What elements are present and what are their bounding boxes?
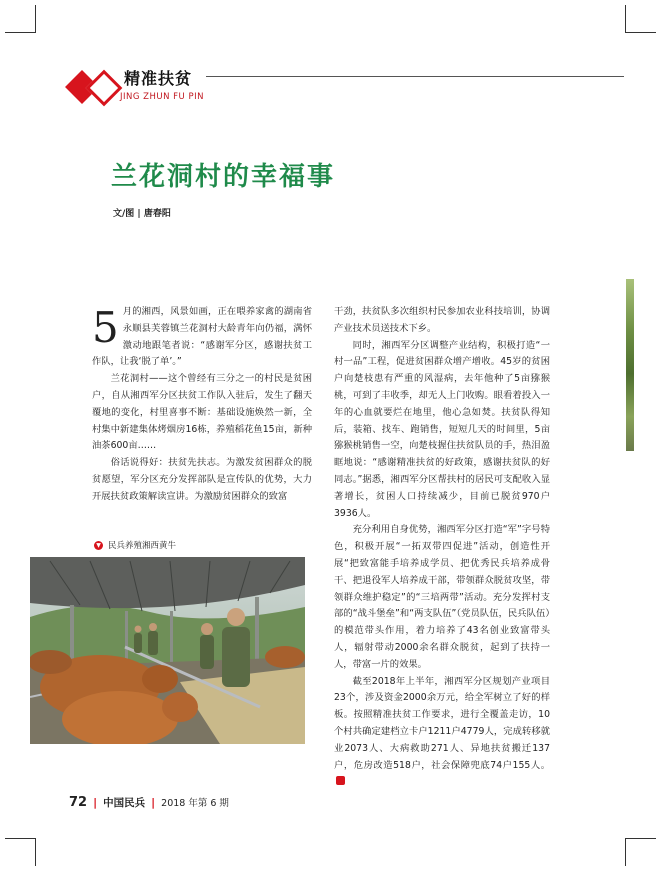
paragraph: 干劲，扶贫队多次组织村民参加农业科技培训，协调产业技术员送技术下乡。 — [334, 306, 550, 334]
cattle-barn-photo — [30, 557, 305, 744]
paragraph: 充分利用自身优势，湘西军分区打造“军”字号特色，积极开展“一拓双带四促进”活动，创造性开展“把致富能手培养成学员、把优秀民兵培养成骨干、把退役军人培养成干部，带领群众脱贫攻坚，带领群众维护稳定”的“三培两带”活动。充分发挥村支部的“战斗堡垒”和“两支队伍”（党员队伍，民兵队伍）的模范带头作用，着力培养了43名创业致富带头人，辐射带动2000余名群众脱贫，起到了扶持一人，带富一片的效果。 — [334, 524, 550, 670]
end-mark-icon — [336, 776, 345, 785]
footer-separator: | — [93, 796, 98, 809]
caption-text: 民兵养殖湘西黄牛 — [108, 541, 177, 551]
paragraph — [92, 304, 312, 371]
crop-mark-top-right-v — [625, 5, 626, 33]
paragraph: 同时，湘西军分区调整产业结构，积极打造“一村一品”工程，促进贫困群众增产增收。45岁的贫困户向楚枝患有严重的风湿病，去年他种了5亩猕猴桃，可到了丰收季，却无人上门收购。眼看着投入一年的心血就要烂在地里，他心急如焚。扶贫队得知后，装箱、找车、跑销售，短短几天的时间里，5亩猕猴桃销售一空，向楚枝握住扶贫队员的手，热泪盈眶地说：“感谢精准扶贫的好政策，感谢扶贫队的好同志。”据悉，湘西军分区帮扶村的居民可支配收入显著增长，贫困人口持续减少，目前已脱贫970户3936人。 — [334, 339, 550, 519]
crop-mark-bottom-right-h — [626, 838, 656, 839]
paragraph: 俗话说得好：扶贫先扶志。为激发贫困群众的脱贫愿望，军分区充分发挥部队是宣传队的优势，大力开展扶贫政策解读宣讲。为激励贫困群众的致富 — [92, 457, 312, 502]
article-byline: 文/图 | 唐春阳 — [113, 209, 171, 219]
page-footer — [69, 795, 229, 810]
header-rule — [206, 76, 624, 77]
paragraph-text: 月的湘西，风景如画，正在喂养家禽的湖南省永顺县芙蓉镇兰花洞村大龄青年向仍福，满怀激动地跟笔者说：“感谢军分区，感谢扶贫工作队，让我‘脱了单’。” — [92, 306, 312, 368]
photo-caption — [94, 539, 176, 551]
paragraph: 兰花洞村——这个曾经有三分之一的村民是贫困户，自从湘西军分区扶贫工作队入驻后，发生了翻天覆地的变化，村里喜事不断：基础设施焕然一新，全村集中新建集体烤烟房16栋，养殖稻花鱼15亩，新种油茶600亩…… — [92, 373, 312, 452]
crop-mark-top-left-v — [35, 5, 36, 33]
side-photo-strip — [626, 279, 634, 451]
crop-mark-top-left-h — [5, 32, 35, 33]
issue-number: 2018 年第 6 期 — [161, 798, 229, 809]
crop-mark-bottom-left-h — [5, 838, 35, 839]
magazine-name: 中国民兵 — [103, 797, 146, 809]
crop-mark-bottom-right-v — [625, 838, 626, 866]
article-column-1 — [92, 304, 312, 506]
drop-cap: 5 — [92, 303, 119, 352]
paragraph-text: 截至2018年上半年，湘西军分区规划产业项目23个，涉及资金2000余万元，给全军树立了好的样板。按照精准扶贫工作要求，进行全覆盖走访，10个村共确定建档立卡户1211户4779人，完成转移就业2073人、大病救助271人、异地扶贫搬迁137户，危房改造518户，社会保障兜底74户155人。 — [334, 675, 550, 771]
caption-arrow-icon: ▼ — [94, 541, 103, 550]
footer-separator: | — [151, 796, 156, 809]
photo-illustration — [30, 557, 305, 744]
crop-mark-top-right-h — [626, 32, 656, 33]
article-title: 兰花洞村的幸福事 — [111, 162, 336, 192]
crop-mark-bottom-left-v — [35, 838, 36, 866]
section-logo-diamond-outline — [86, 70, 123, 107]
article-column-2 — [334, 304, 550, 791]
section-pinyin: JING ZHUN FU PIN — [120, 92, 204, 102]
section-title: 精准扶贫 — [124, 69, 193, 88]
page-number: 72 — [69, 795, 88, 810]
paragraph-last — [334, 674, 550, 792]
